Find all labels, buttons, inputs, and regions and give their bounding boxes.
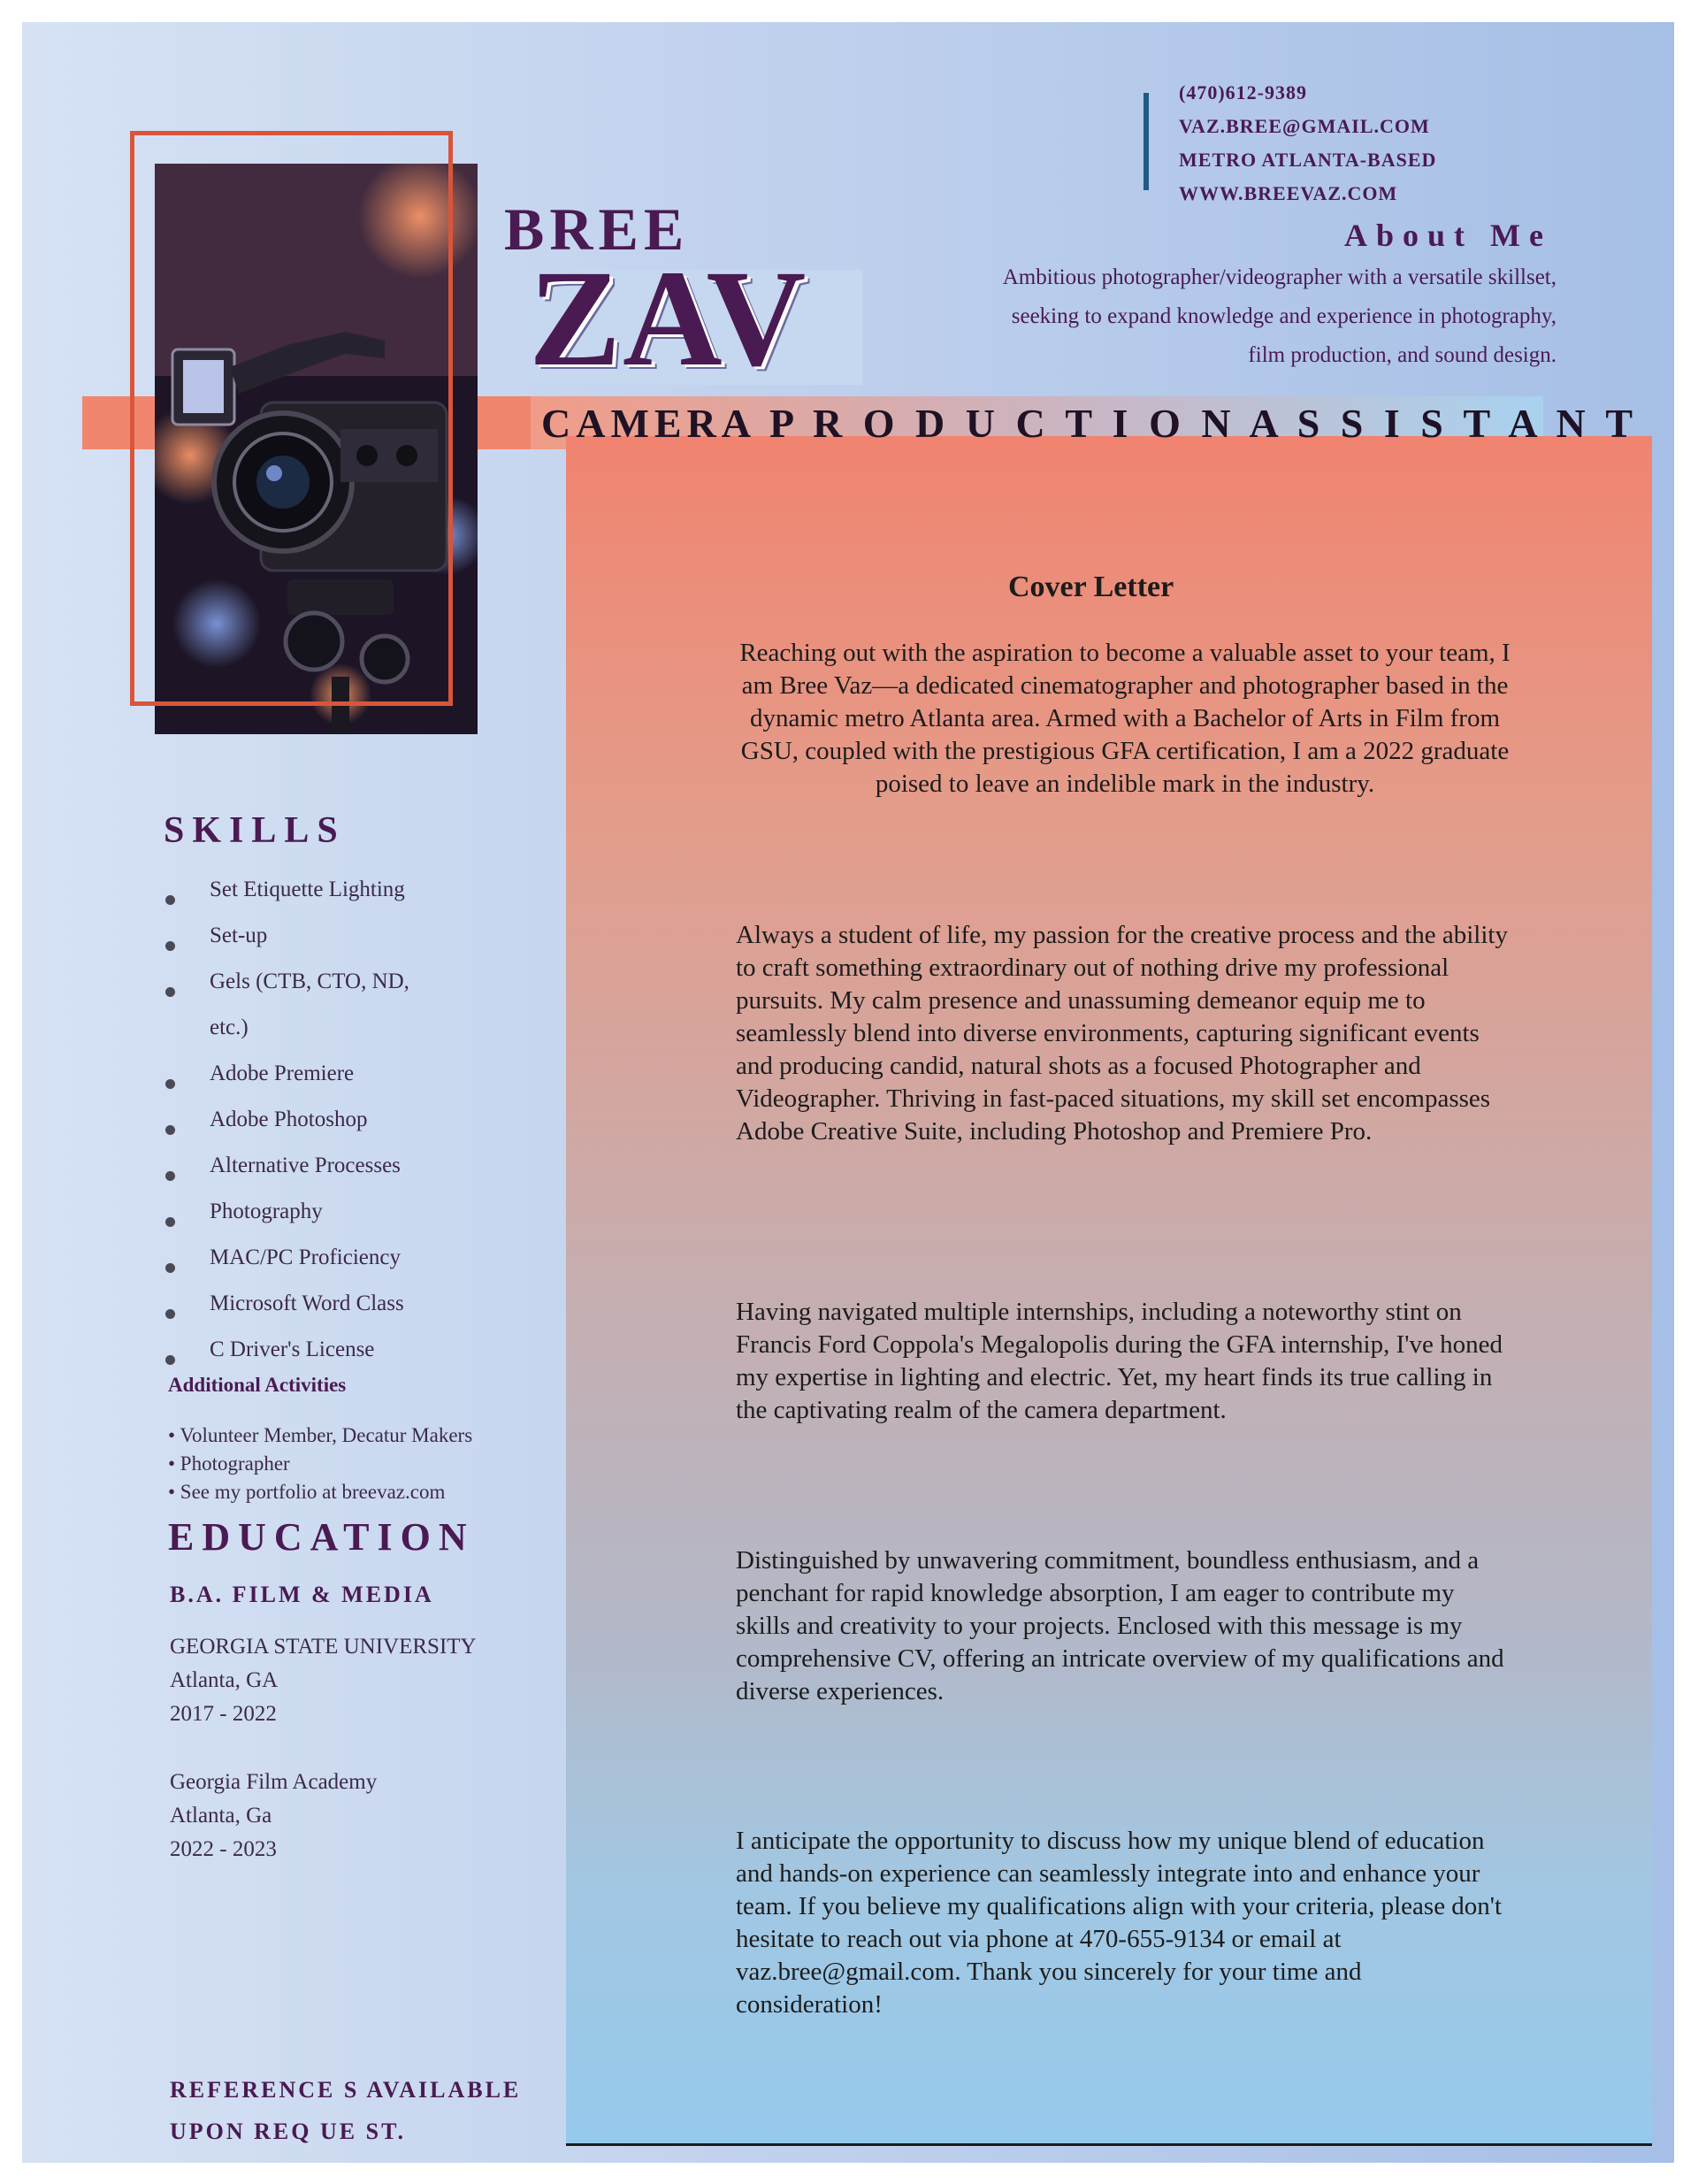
photo-frame <box>130 131 453 706</box>
cover-letter-paragraph-3: Having navigated multiple internships, including a noteworthy stint on Francis Ford Coppola's Megalopolis during the GFA internship, I've honed my expertise in lighting and electric. Yet, my heart finds its true calling in the captivating realm of the camera department. <box>736 1298 1503 1424</box>
bullet-icon <box>165 895 175 905</box>
list-item <box>164 1235 535 1281</box>
skill-label: Gels (CTB, CTO, ND, <box>210 969 409 993</box>
skill-label: Set Etiquette Lighting <box>210 877 405 901</box>
list-item <box>164 1097 535 1143</box>
bullet-icon <box>165 941 175 951</box>
skills-list <box>164 867 535 1373</box>
education-degree: B.A. FILM & MEDIA <box>170 1582 434 1607</box>
cover-letter-paragraph-4: Distinguished by unwavering commitment, boundless enthusiasm, and a penchant for rapid knowledge absorption, I am eager to contribute my skills and creativity to your projects. Enclosed with this message is my comprehensive CV, offering an intricate overview of my qualifications and diverse experiences. <box>736 1546 1504 1705</box>
last-name: ZAV <box>529 241 808 395</box>
education-heading: EDUCATION <box>168 1515 475 1559</box>
bullet-icon <box>165 1171 175 1181</box>
bullet-icon <box>165 1355 175 1365</box>
about-heading: About Me <box>1344 218 1552 253</box>
cover-letter-paragraph-1: Reaching out with the aspiration to become a valuable asset to your team, I am Bree Vaz—a dedicated cinematographer and photographer based in the dynamic metro Atlanta area. Armed with a Bachelor of Arts in Film from GSU, coupled with the prestigious GFA certification, I am a 2022 graduate poised to leave an indelible mark in the industry. <box>739 639 1511 798</box>
school-name: Georgia Film Academy <box>170 1770 378 1794</box>
school-location: Atlanta, GA <box>170 1668 279 1692</box>
school-name: GEORGIA STATE UNIVERSITY <box>170 1635 477 1659</box>
cover-letter-title: Cover Letter <box>1008 571 1174 603</box>
bullet-icon <box>165 1263 175 1273</box>
contact-website: WWW.BREEVAZ.COM <box>1179 182 1398 204</box>
skill-label: Adobe Premiere <box>210 1061 355 1085</box>
list-item <box>164 867 535 913</box>
skill-label: C Driver's License <box>210 1337 375 1361</box>
list-item <box>164 1005 535 1051</box>
school-years: 2017 - 2022 <box>170 1702 277 1726</box>
contact-phone: (470)612-9389 <box>1179 81 1307 103</box>
bullet-icon <box>165 1217 175 1227</box>
list-item <box>164 1189 535 1235</box>
skills-heading: SKILLS <box>164 810 346 851</box>
contact-location: METRO ATLANTA-BASED <box>1179 149 1437 171</box>
list-item <box>164 913 535 959</box>
panel-bottom-rule <box>566 2143 1652 2146</box>
skill-label: Photography <box>210 1199 323 1223</box>
cover-letter-paragraph-2: Always a student of life, my passion for the creative process and the ability to craft something extraordinary out of nothing drive my professional pursuits. My calm presence and unassuming demeanor equip me to seamlessly blend into diverse environments, capturing significant events and producing candid, natural shots as a focused Photographer and Videographer. Thriving in fast-paced situations, my skill set encompasses Adobe Creative Suite, including Photoshop and Premiere Pro. <box>736 921 1508 1146</box>
references-line-1: REFERENCE S AVAILABLE <box>170 2077 522 2103</box>
skill-label: Set-up <box>210 923 268 947</box>
list-item <box>164 1281 535 1327</box>
bullet-icon <box>165 987 175 997</box>
bullet-icon <box>165 1125 175 1135</box>
bullet-icon <box>165 1079 175 1089</box>
additional-item: • Volunteer Member, Decatur Makers <box>168 1424 473 1446</box>
job-title: CAMERA P R O D U C T I O N A S S I S T A N T <box>541 401 1639 446</box>
additional-item: • See my portfolio at breevaz.com <box>168 1481 446 1503</box>
first-name: BREE <box>504 195 690 263</box>
additional-item: • Photographer <box>168 1452 290 1475</box>
school-years: 2022 - 2023 <box>170 1837 277 1861</box>
cover-letter-paragraph-5: I anticipate the opportunity to discuss how my unique blend of education and hands-on experience can seamlessly integrate into and enhance your team. If you believe my qualifications align with your criteria, please don't hesitate to reach out via phone at 470-655-9134 or email at vaz.bree@gmail.com. Thank you sincerely for your time and consideration! <box>736 1827 1503 2019</box>
bullet-icon <box>165 1309 175 1319</box>
list-item <box>164 1143 535 1189</box>
contact-email: VAZ.BREE@GMAIL.COM <box>1179 115 1430 137</box>
list-item <box>164 1327 535 1373</box>
skill-label: Microsoft Word Class <box>210 1291 404 1315</box>
skill-label: Alternative Processes <box>210 1153 401 1177</box>
skill-label: Adobe Photoshop <box>210 1107 368 1131</box>
additional-activities-heading: Additional Activities <box>168 1374 347 1396</box>
skill-label: etc.) <box>210 1015 249 1039</box>
contact-accent-bar <box>1143 93 1149 190</box>
school-location: Atlanta, Ga <box>170 1804 272 1828</box>
references-line-2: UPON REQ UE ST. <box>170 2119 406 2144</box>
skill-label: MAC/PC Proficiency <box>210 1245 401 1269</box>
about-text: Ambitious photographer/videographer with a versatile skillset, seeking to expand knowledge and experience in photography, film production, and sound design. <box>1002 265 1556 367</box>
list-item <box>164 959 535 1005</box>
list-item <box>164 1051 535 1097</box>
